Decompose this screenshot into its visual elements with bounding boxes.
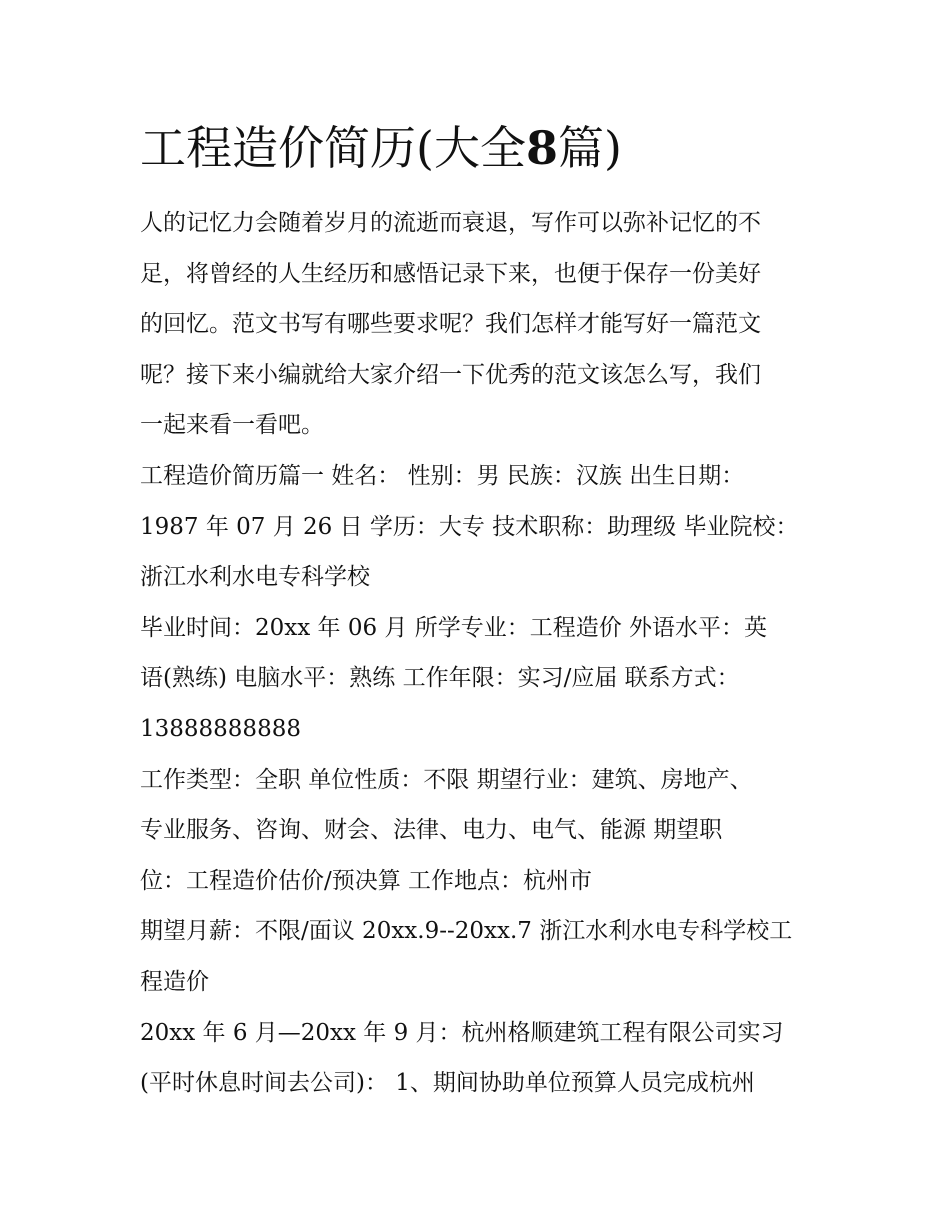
text-line: 语(熟练) 电脑水平：熟练 工作年限：实习/应届 联系方式： — [140, 665, 740, 692]
text-line: 足，将曾经的人生经历和感悟记录下来，也便于保存一份美好 — [140, 260, 761, 287]
text-line: 浙江水利水电专科学校 — [140, 564, 370, 591]
title-text-after: 篇) — [557, 121, 622, 175]
text-line: 程造价 — [140, 968, 209, 995]
text-line: 一起来看一看吧。 — [140, 412, 324, 439]
text-line: 专业服务、咨询、财会、法律、电力、电气、能源 期望职 — [140, 817, 723, 844]
text-line: 1987 年 07 月 26 日 学历：大专 技术职称：助理级 毕业院校： — [140, 513, 799, 540]
document-body — [140, 198, 820, 1109]
text-line: 20xx 年 6 月—20xx 年 9 月：杭州格顺建筑工程有限公司实习 — [140, 1019, 784, 1046]
title-number: 8 — [525, 121, 558, 175]
text-line: 期望月薪：不限/面议 20xx.9--20xx.7 浙江水利水电专科学校工 — [140, 918, 793, 945]
text-line: 呢？接下来小编就给大家介绍一下优秀的范文该怎么写，我们 — [140, 361, 761, 388]
text-line: 工作类型：全职 单位性质：不限 期望行业：建筑、房地产、 — [140, 766, 753, 793]
text-line: 位：工程造价估价/预决算 工作地点：杭州市 — [140, 867, 593, 894]
text-line: 的回忆。范文书写有哪些要求呢？我们怎样才能写好一篇范文 — [140, 311, 761, 338]
text-line: 毕业时间：20xx 年 06 月 所学专业：工程造价 外语水平：英 — [140, 614, 768, 641]
text-line: 13888888888 — [140, 715, 301, 742]
text-line: (平时休息时间去公司)： 1、期间协助单位预算人员完成杭州 — [140, 1070, 755, 1097]
title-text-before: 工程造价简历(大全 — [140, 121, 526, 175]
text-line: 人的记忆力会随着岁月的流逝而衰退，写作可以弥补记忆的不 — [140, 210, 761, 236]
document-title — [140, 118, 622, 178]
text-line: 工程造价简历篇一 姓名： 性别：男 民族：汉族 出生日期： — [140, 462, 745, 489]
